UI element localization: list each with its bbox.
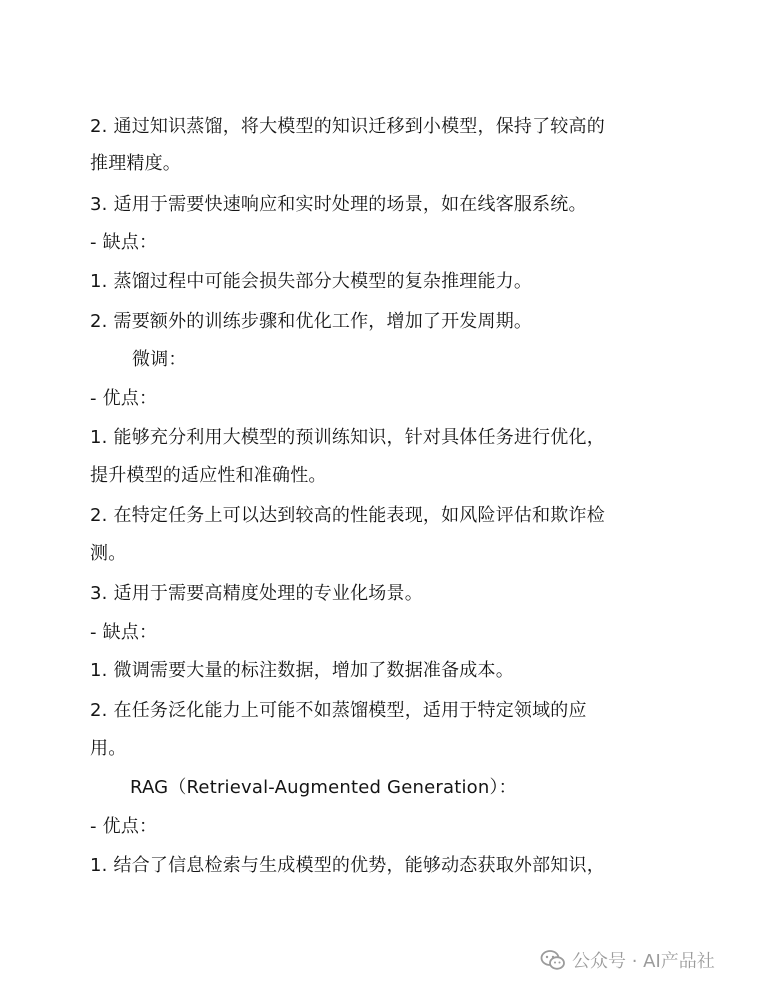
text-line: 提升模型的适应性和准确性。 — [90, 465, 327, 486]
wechat-icon — [540, 949, 566, 971]
text-line: 1. 能够充分利用大模型的预训练知识，针对具体任务进行优化， — [90, 427, 605, 448]
text-line: 1. 微调需要大量的标注数据，增加了数据准备成本。 — [90, 660, 514, 681]
section-heading: 微调： — [132, 349, 187, 370]
text-line: 2. 通过知识蒸馏，将大模型的知识迁移到小模型，保持了较高的 — [90, 116, 605, 137]
text-line: 用。 — [90, 738, 127, 759]
text-line: 2. 需要额外的训练步骤和优化工作，增加了开发周期。 — [90, 311, 533, 332]
text-line: 1. 蒸馏过程中可能会损失部分大模型的复杂推理能力。 — [90, 271, 533, 292]
text-line: 推理精度。 — [90, 153, 181, 174]
text-line: 2. 在任务泛化能力上可能不如蒸馏模型，适用于特定领域的应 — [90, 700, 587, 721]
text-line: 3. 适用于需要高精度处理的专业化场景。 — [90, 583, 423, 604]
text-line: 1. 结合了信息检索与生成模型的优势，能够动态获取外部知识， — [90, 855, 605, 876]
text-line: - 优点： — [90, 388, 158, 409]
text-line: - 缺点： — [90, 232, 158, 253]
text-line: - 缺点： — [90, 622, 158, 643]
watermark — [540, 945, 715, 975]
text-line: 3. 适用于需要快速响应和实时处理的场景，如在线客服系统。 — [90, 194, 587, 215]
watermark-text: 公众号 · AI产品社 — [572, 951, 715, 972]
text-line: - 优点： — [90, 816, 158, 837]
text-line: 测。 — [90, 543, 127, 564]
text-line: 2. 在特定任务上可以达到较高的性能表现，如风险评估和欺诈检 — [90, 505, 605, 526]
section-heading: RAG（Retrieval-Augmented Generation）： — [130, 777, 517, 798]
